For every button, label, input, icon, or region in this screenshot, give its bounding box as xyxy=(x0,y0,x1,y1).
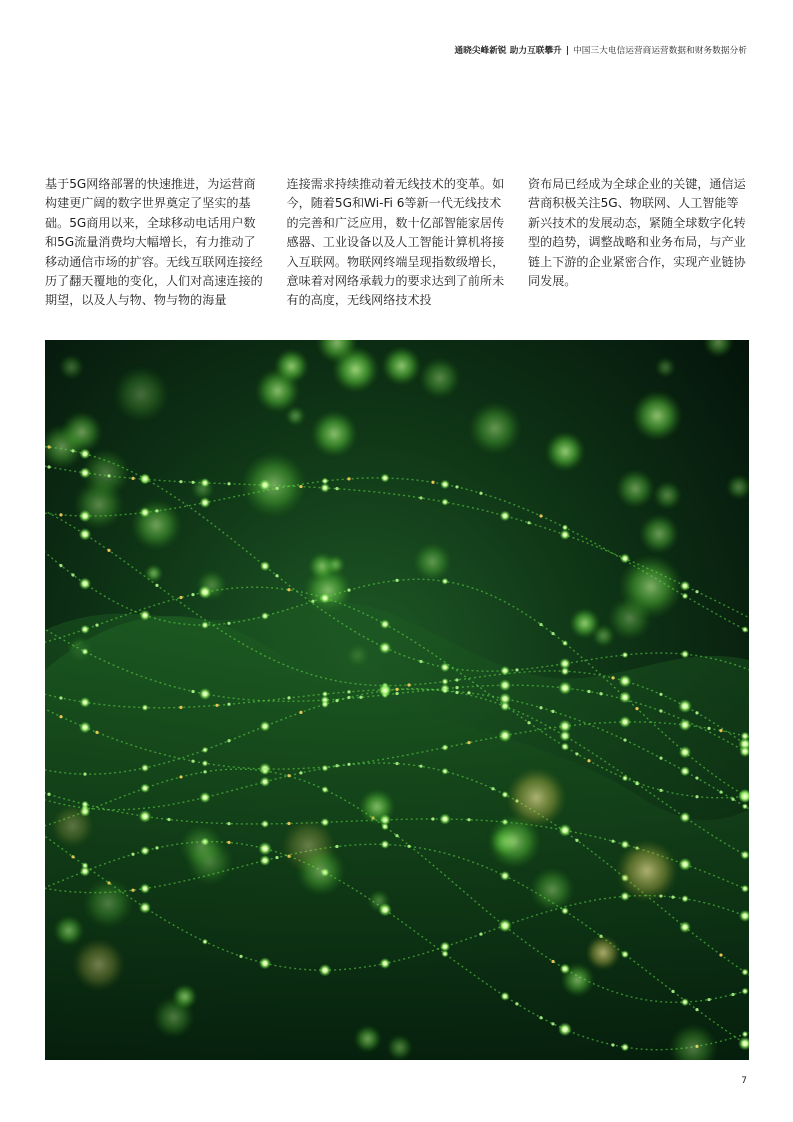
light-speck xyxy=(419,765,422,768)
light-speck xyxy=(407,845,410,848)
light-node xyxy=(140,473,151,484)
body-text-columns xyxy=(45,175,750,311)
light-node xyxy=(620,553,630,563)
light-speck xyxy=(59,513,62,516)
light-speck xyxy=(659,693,662,696)
light-node xyxy=(260,777,270,787)
light-node xyxy=(79,528,91,540)
light-speck xyxy=(467,741,470,744)
bokeh-light xyxy=(61,411,103,453)
light-speck xyxy=(695,590,698,593)
light-speck xyxy=(107,474,110,477)
light-speck xyxy=(71,449,74,452)
light-speck xyxy=(71,855,74,858)
light-speck xyxy=(131,889,134,892)
light-node xyxy=(380,619,390,629)
light-speck xyxy=(179,596,182,599)
light-node xyxy=(500,666,510,676)
light-speck xyxy=(719,729,722,732)
network-illustration xyxy=(45,340,749,1060)
light-node xyxy=(379,958,390,969)
light-speck xyxy=(191,690,194,693)
light-node xyxy=(678,858,691,871)
light-speck xyxy=(551,960,554,963)
light-speck xyxy=(395,579,398,582)
bokeh-light xyxy=(54,916,84,946)
light-node xyxy=(140,507,151,518)
light-speck xyxy=(671,990,674,993)
light-speck xyxy=(695,1008,698,1011)
light-node xyxy=(680,766,690,776)
light-speck xyxy=(587,759,590,762)
bokeh-light xyxy=(311,411,358,458)
light-node xyxy=(319,964,332,977)
bokeh-light xyxy=(286,406,305,425)
light-speck xyxy=(347,763,350,766)
light-speck xyxy=(587,690,590,693)
light-speck xyxy=(227,841,230,844)
light-node xyxy=(679,921,691,933)
light-speck xyxy=(227,482,230,485)
light-speck xyxy=(611,840,614,843)
bokeh-light xyxy=(545,432,584,471)
light-speck xyxy=(515,668,518,671)
light-speck xyxy=(527,721,530,724)
light-node xyxy=(680,581,690,591)
light-speck xyxy=(695,795,698,798)
light-node xyxy=(558,681,571,694)
bokeh-light xyxy=(179,824,223,868)
light-node xyxy=(321,700,329,708)
light-node xyxy=(200,478,210,488)
bokeh-light xyxy=(530,867,575,912)
bokeh-light xyxy=(468,402,521,455)
light-node xyxy=(79,467,90,478)
light-node xyxy=(500,871,510,881)
bokeh-light xyxy=(113,366,170,423)
light-speck xyxy=(719,953,722,956)
light-node xyxy=(440,662,450,672)
light-node xyxy=(500,510,511,521)
light-node xyxy=(321,786,328,793)
light-node xyxy=(681,998,689,1006)
bokeh-light xyxy=(616,469,655,508)
light-node xyxy=(442,688,448,694)
light-speck xyxy=(287,696,290,699)
light-node xyxy=(80,866,91,877)
bokeh-light xyxy=(354,1025,381,1052)
light-node xyxy=(140,846,149,855)
light-node xyxy=(619,675,632,688)
light-node xyxy=(80,448,91,459)
light-speck xyxy=(731,798,734,801)
light-node xyxy=(741,885,749,893)
light-speck xyxy=(551,632,554,635)
light-speck xyxy=(59,696,62,699)
light-speck xyxy=(191,481,194,484)
light-speck xyxy=(47,445,50,448)
light-node xyxy=(200,497,211,508)
light-node xyxy=(322,765,329,772)
bokeh-light xyxy=(274,349,308,383)
light-speck xyxy=(131,853,134,856)
light-node xyxy=(498,729,511,742)
text-column-3 xyxy=(528,175,750,311)
light-node xyxy=(499,679,511,691)
light-node xyxy=(439,813,450,824)
light-node xyxy=(742,803,748,809)
light-speck xyxy=(179,706,182,709)
page-number: 7 xyxy=(741,1076,747,1086)
light-node xyxy=(140,883,150,893)
light-node xyxy=(500,701,510,711)
light-speck xyxy=(707,998,710,1001)
light-node xyxy=(559,730,570,741)
light-speck xyxy=(395,762,398,765)
light-node xyxy=(80,697,91,708)
light-node xyxy=(380,473,389,482)
light-speck xyxy=(539,1016,542,1019)
light-speck xyxy=(47,793,50,796)
light-node xyxy=(380,840,389,849)
light-node xyxy=(139,810,152,823)
light-speck xyxy=(155,509,158,512)
light-node xyxy=(260,561,270,571)
bokeh-light xyxy=(414,543,452,581)
light-node xyxy=(440,480,450,490)
bokeh-light xyxy=(359,789,395,825)
light-node xyxy=(198,585,212,599)
light-speck xyxy=(719,790,722,793)
light-speck xyxy=(287,822,290,825)
header-title: 通晓尖峰新锐 助力互联攀升 xyxy=(454,46,562,56)
light-speck xyxy=(335,699,338,702)
light-speck xyxy=(335,764,338,767)
light-speck xyxy=(275,856,278,859)
text-column-1 xyxy=(45,175,267,311)
light-node xyxy=(679,719,691,731)
light-node xyxy=(622,652,629,659)
light-node xyxy=(560,529,571,540)
light-speck xyxy=(419,660,422,663)
light-speck xyxy=(515,1002,518,1005)
light-speck xyxy=(299,771,302,774)
light-speck xyxy=(431,817,434,820)
light-node xyxy=(681,895,689,903)
light-speck xyxy=(71,573,74,576)
bokeh-light xyxy=(561,963,595,997)
bokeh-light xyxy=(51,805,93,847)
light-node xyxy=(680,812,691,823)
light-speck xyxy=(359,696,362,699)
light-speck xyxy=(83,773,86,776)
bokeh-light xyxy=(368,890,390,912)
bokeh-light xyxy=(387,1035,412,1060)
light-node xyxy=(441,768,448,775)
light-speck xyxy=(635,782,638,785)
light-speck xyxy=(695,711,698,714)
light-speck xyxy=(551,710,554,713)
light-node xyxy=(558,1022,572,1036)
text-column-2 xyxy=(287,175,509,311)
light-node xyxy=(202,939,208,945)
bokeh-light xyxy=(655,357,675,377)
light-speck xyxy=(407,683,410,686)
paragraph-column-3: 资布局已经成为全球企业的关键，通信运营商积极关注5G、物联网、人工智能等新兴技术的发展动态，紧随全球数字化转型的趋势，调整战略和业务布局，与产业链上下游的企业紧密合作，实现产业链协同发展。 xyxy=(528,177,746,289)
paragraph-column-1: 基于5G网络部署的快速推进，为运营商构建更广阔的数字世界奠定了坚实的基础。5G商用以来，全球移动电话用户数和5G流量消费均大幅增长，有力推动了移动通信市场的扩容。无线互联网连接经历了翻天覆地的变化，人们对高速连接的期望，以及人与物、物与物的海量 xyxy=(45,177,263,308)
light-node xyxy=(741,988,748,995)
light-speck xyxy=(455,678,458,681)
light-speck xyxy=(599,692,602,695)
light-node xyxy=(140,783,150,793)
light-speck xyxy=(659,757,662,760)
light-speck xyxy=(95,624,98,627)
light-node xyxy=(259,957,271,969)
header-subtitle: 中国三大电信运营商运营数据和财务数据分析 xyxy=(573,46,747,56)
light-node xyxy=(742,626,749,633)
light-node xyxy=(79,510,91,522)
light-speck xyxy=(299,485,302,488)
light-speck xyxy=(47,465,50,468)
light-speck xyxy=(731,993,734,996)
light-speck xyxy=(227,703,230,706)
light-node xyxy=(559,824,572,837)
light-node xyxy=(199,688,211,700)
light-node xyxy=(562,640,568,646)
light-node xyxy=(561,667,570,676)
light-speck xyxy=(575,752,578,755)
light-speck xyxy=(659,709,662,712)
light-node xyxy=(441,498,448,505)
bokeh-light xyxy=(131,499,182,550)
light-speck xyxy=(347,690,350,693)
light-speck xyxy=(707,727,710,730)
bokeh-light xyxy=(83,878,134,929)
bokeh-light xyxy=(308,553,335,580)
light-node xyxy=(322,691,328,697)
light-node xyxy=(442,578,449,585)
light-node xyxy=(139,610,150,621)
light-speck xyxy=(491,787,494,790)
light-speck xyxy=(95,731,98,734)
light-speck xyxy=(551,1022,554,1025)
bokeh-light xyxy=(616,840,677,901)
light-speck xyxy=(695,776,698,779)
light-speck xyxy=(179,775,182,778)
light-speck xyxy=(167,818,170,821)
light-node xyxy=(500,992,509,1001)
light-node xyxy=(322,478,329,485)
light-speck xyxy=(227,622,230,625)
light-speck xyxy=(479,492,482,495)
light-node xyxy=(619,691,631,703)
light-speck xyxy=(539,623,542,626)
header-separator: | xyxy=(565,46,570,56)
light-speck xyxy=(155,846,158,849)
light-speck xyxy=(467,691,470,694)
light-node xyxy=(562,524,568,530)
light-speck xyxy=(347,589,350,592)
light-speck xyxy=(311,600,314,603)
light-speck xyxy=(419,496,422,499)
light-speck xyxy=(395,834,398,837)
light-speck xyxy=(575,839,578,842)
bokeh-light xyxy=(608,596,652,640)
light-node xyxy=(621,1043,629,1051)
hero-image-green-network xyxy=(45,340,749,1060)
bokeh-light xyxy=(296,846,346,896)
bokeh-light xyxy=(419,357,461,399)
light-node xyxy=(679,746,691,758)
light-speck xyxy=(107,549,110,552)
light-node xyxy=(142,704,149,711)
light-node xyxy=(678,699,692,713)
light-speck xyxy=(275,574,278,577)
light-node xyxy=(81,648,88,655)
light-node xyxy=(261,612,269,620)
light-speck xyxy=(539,514,542,517)
light-node xyxy=(441,950,448,957)
bokeh-light xyxy=(241,452,307,518)
light-node xyxy=(619,716,631,728)
light-node xyxy=(261,820,269,828)
running-header xyxy=(454,44,747,56)
light-speck xyxy=(155,584,158,587)
light-node xyxy=(442,744,449,751)
bokeh-light xyxy=(653,481,681,509)
light-speck xyxy=(347,477,350,480)
light-node xyxy=(258,842,272,856)
light-speck xyxy=(395,692,398,695)
light-node xyxy=(139,902,151,914)
bokeh-light xyxy=(632,391,682,441)
light-node xyxy=(260,855,271,866)
light-speck xyxy=(59,564,62,567)
light-speck xyxy=(455,691,458,694)
light-node xyxy=(379,685,391,697)
light-speck xyxy=(191,760,194,763)
light-node xyxy=(561,743,569,751)
light-speck xyxy=(239,955,242,958)
light-node xyxy=(201,621,209,629)
bokeh-light xyxy=(506,768,566,828)
light-speck xyxy=(479,932,482,935)
light-node xyxy=(621,950,629,958)
light-speck xyxy=(455,485,458,488)
light-node xyxy=(261,767,268,774)
light-speck xyxy=(335,487,338,490)
bokeh-light xyxy=(639,514,679,554)
light-speck xyxy=(203,770,206,773)
light-speck xyxy=(287,588,290,591)
light-node xyxy=(199,792,210,803)
light-node xyxy=(741,968,748,975)
light-node xyxy=(682,593,689,600)
light-node xyxy=(80,625,89,634)
bokeh-light xyxy=(59,355,84,380)
light-speck xyxy=(227,739,230,742)
light-node xyxy=(79,578,91,590)
light-speck xyxy=(227,822,230,825)
light-node xyxy=(622,775,628,781)
light-speck xyxy=(299,711,302,714)
light-speck xyxy=(215,704,218,707)
bokeh-light xyxy=(153,996,195,1038)
light-node xyxy=(260,721,271,732)
light-speck xyxy=(623,738,626,741)
light-speck xyxy=(467,818,470,821)
light-node xyxy=(320,593,331,604)
light-node xyxy=(742,1031,749,1038)
light-speck xyxy=(671,896,674,899)
light-node xyxy=(498,919,512,933)
light-speck xyxy=(179,480,182,483)
light-speck xyxy=(347,696,350,699)
light-node xyxy=(259,479,271,491)
light-speck xyxy=(527,521,530,524)
bokeh-light xyxy=(382,346,421,385)
light-speck xyxy=(611,1043,614,1046)
paragraph-column-2: 连接需求持续推动着无线技术的变革。如今，随着5G和Wi-Fi 6等新一代无线技术的完善和广泛应用，数十亿部智能家居传感器、工业设备以及人工智能计算机将接入互联网。物联网终端呈现指数级增长，意味着对网络承载力的要求达到了前所未有的高度，无线网络技术投 xyxy=(286,177,505,308)
light-speck xyxy=(59,715,62,718)
light-node xyxy=(379,641,392,654)
light-speck xyxy=(275,487,278,490)
light-node xyxy=(202,747,208,753)
light-speck xyxy=(287,774,290,777)
light-node xyxy=(381,823,389,831)
light-speck xyxy=(191,593,194,596)
light-speck xyxy=(635,707,638,710)
light-speck xyxy=(335,845,338,848)
bokeh-light xyxy=(145,565,162,582)
light-speck xyxy=(131,477,134,480)
light-speck xyxy=(455,686,458,689)
light-node xyxy=(79,721,91,733)
light-speck xyxy=(659,789,662,792)
light-speck xyxy=(611,676,614,679)
light-node xyxy=(141,764,149,772)
bokeh-light xyxy=(586,936,620,970)
bokeh-light xyxy=(73,939,125,991)
light-speck xyxy=(539,706,542,709)
light-node xyxy=(202,760,209,767)
light-speck xyxy=(395,688,398,691)
light-node xyxy=(681,650,690,659)
light-speck xyxy=(431,481,434,484)
